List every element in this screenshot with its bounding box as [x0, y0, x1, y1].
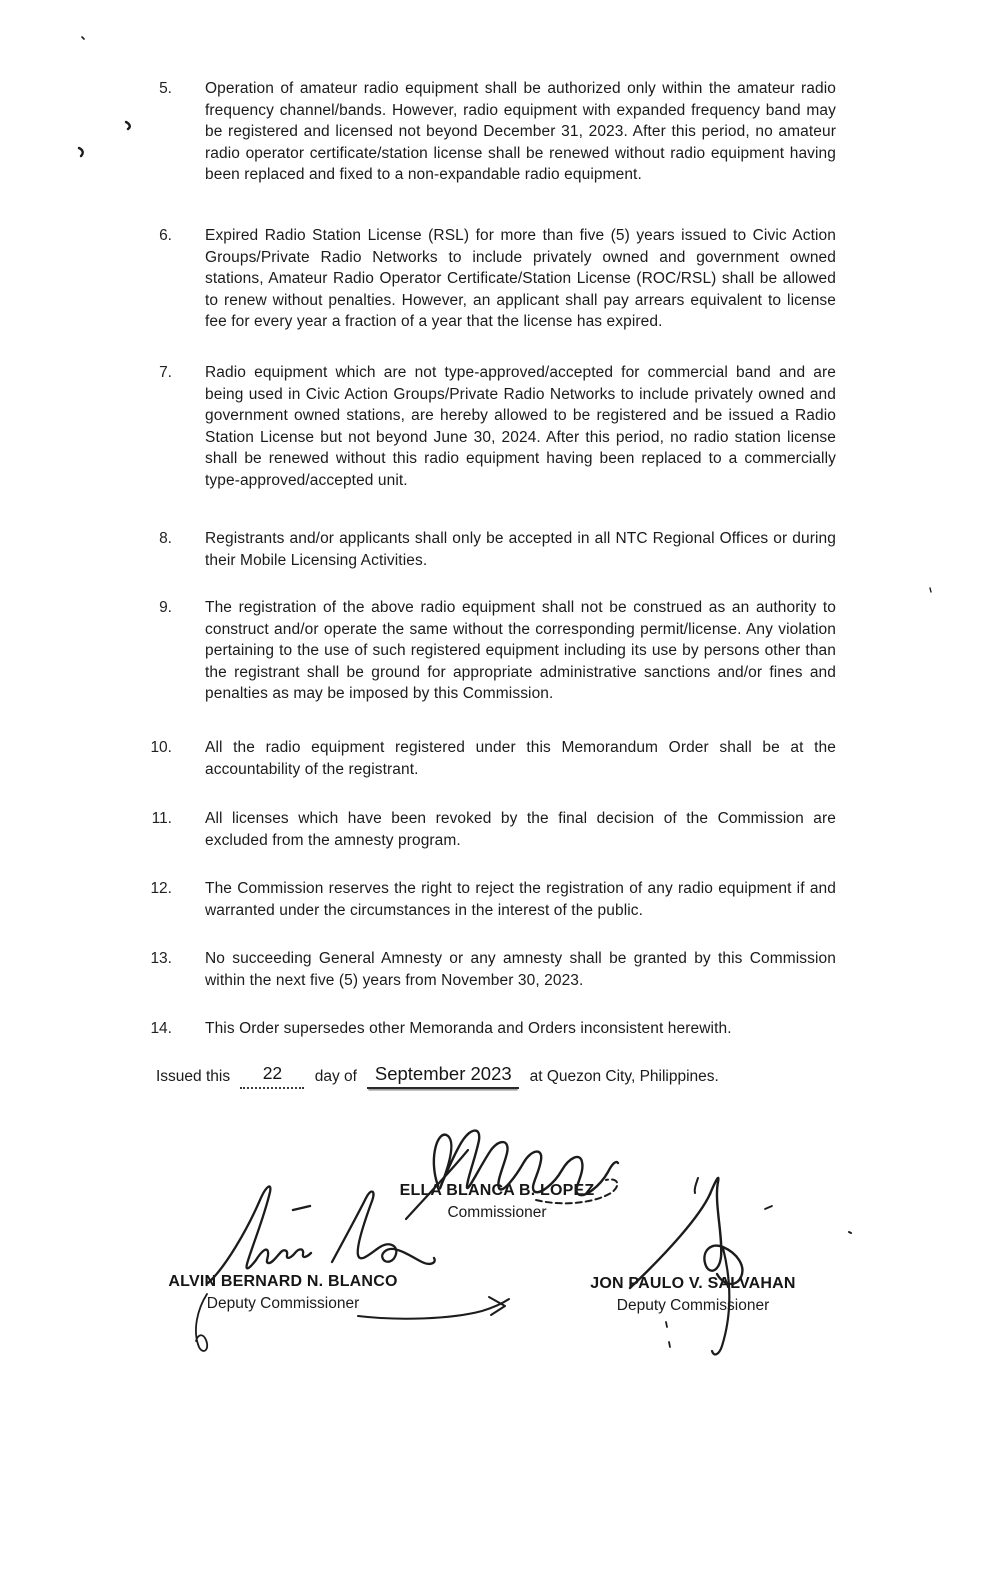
- speckle-right-mid: [930, 588, 931, 592]
- deputy-right-title: Deputy Commissioner: [616, 1297, 770, 1314]
- commissioner-name: ELLA BLANCA B. LOPEZ: [399, 1182, 595, 1199]
- speckle-top: [82, 37, 84, 39]
- list-item-text: Operation of amateur radio equipment shall be authorized only within the amateur radio frequency channel/bands. However, radio equipment with expanded frequency band may be registered and licensed not beyond December 31, 2023. After this period, no amateur radio operator certificate/station license shall be renewed without radio equipment having been replaced and fixed to a non-expandable radio equipment.: [205, 80, 836, 183]
- list-item-text: Radio equipment which are not type-approved/accepted for commercial band and are being used in Civic Action Groups/Private Radio Networks to include privately owned and government owned stations, are hereby allowed to be registered and be issued a Radio Station License but not beyond June 30, 2024. After this period, no radio station license shall be renewed without this radio equipment having been replaced to a commercially type-approved/accepted unit.: [205, 364, 836, 489]
- salvahan-signature-loop: [704, 1178, 742, 1284]
- commissioner-signature-block: [337, 1181, 657, 1223]
- list-item-number: 13.: [150, 950, 172, 967]
- salvahan-tail-dot-2: [669, 1342, 670, 1347]
- list-item-text: No succeeding General Amnesty or any amnesty shall be granted by this Commission within the next five (5) years from November 30, 2023.: [205, 950, 836, 989]
- commissioner-title: Commissioner: [447, 1204, 547, 1221]
- deputy-right-name: JON PAULO V. SALVAHAN: [590, 1275, 796, 1292]
- list-item-number: 6.: [159, 227, 172, 244]
- list-item: [130, 362, 836, 491]
- list-item: [130, 225, 836, 333]
- deputy-right-signature-block: [533, 1274, 853, 1316]
- issued-line: [156, 1063, 719, 1089]
- salvahan-apostrophe-mark: [695, 1178, 698, 1193]
- list-item: [130, 1018, 836, 1040]
- blanco-signature-stroke: [208, 1186, 311, 1283]
- list-item: [130, 948, 836, 991]
- list-item-text: The registration of the above radio equipment shall not be construed as an authority to construct and/or operate the same without the corresponding permit/license. Any violation pertaining to the use of such registered equipment including its use by persons other than the registrant shall be ground for appropriate administrative sanctions and/or fines and penalties as may be imposed by this Commission.: [205, 599, 836, 702]
- month-blank-field: [367, 1063, 519, 1089]
- day-blank-field: [240, 1063, 304, 1089]
- speckle-left-lower: [79, 148, 83, 156]
- issued-middle: day of: [314, 1068, 357, 1085]
- issued-suffix: at Quezon City, Philippines.: [529, 1068, 719, 1085]
- list-item: [130, 597, 836, 705]
- list-item: [130, 737, 836, 780]
- list-item-text: The Commission reserves the right to reject the registration of any radio equipment if and warranted under the circumstances in the interest of the public.: [205, 880, 836, 919]
- list-item-number: 8.: [159, 530, 172, 547]
- stray-dot-far-right: [849, 1232, 851, 1233]
- list-item: [130, 78, 836, 186]
- list-item: [130, 528, 836, 571]
- day-value: 22: [262, 1063, 283, 1083]
- list-item-number: 12.: [150, 880, 172, 897]
- stray-dash-right: [765, 1206, 772, 1209]
- blanco-signature-dash: [293, 1206, 310, 1210]
- deputy-left-name: ALVIN BERNARD N. BLANCO: [168, 1273, 398, 1290]
- issued-prefix: Issued this: [156, 1068, 231, 1085]
- list-item-text: Expired Radio Station License (RSL) for more than five (5) years issued to Civic Action Groups/Private Radio Networks to include privately owned and government owned stations, Amateur Radio Operator Certificate/Station License (ROC/RSL) shall be allowed to renew without penalties. However, an applicant shall pay arrears equivalent to license fee for every year a fraction of a year that the license has expired.: [205, 227, 836, 330]
- list-item-number: 11.: [151, 810, 172, 827]
- list-item-number: 14.: [150, 1020, 172, 1037]
- list-item-number: 10.: [150, 739, 172, 756]
- list-item-number: 9.: [159, 599, 172, 616]
- list-item: [130, 878, 836, 921]
- list-item-number: 7.: [159, 364, 172, 381]
- list-item-text: Registrants and/or applicants shall only be accepted in all NTC Regional Offices or during their Mobile Licensing Activities.: [205, 530, 836, 569]
- list-item-number: 5.: [159, 80, 172, 97]
- list-item-text: All licenses which have been revoked by the final decision of the Commission are excluded from the amnesty program.: [205, 810, 836, 849]
- deputy-left-title: Deputy Commissioner: [206, 1295, 360, 1312]
- list-item-text: This Order supersedes other Memoranda and Orders inconsistent herewith.: [205, 1020, 732, 1037]
- blanco-underline-arrow: [489, 1297, 505, 1315]
- salvahan-tail-dot-1: [666, 1322, 667, 1327]
- list-item: [130, 808, 836, 851]
- list-item-text: All the radio equipment registered under this Memorandum Order shall be at the accountability of the registrant.: [205, 739, 836, 778]
- deputy-left-signature-block: [123, 1272, 443, 1314]
- month-year-value: September 2023: [374, 1063, 512, 1084]
